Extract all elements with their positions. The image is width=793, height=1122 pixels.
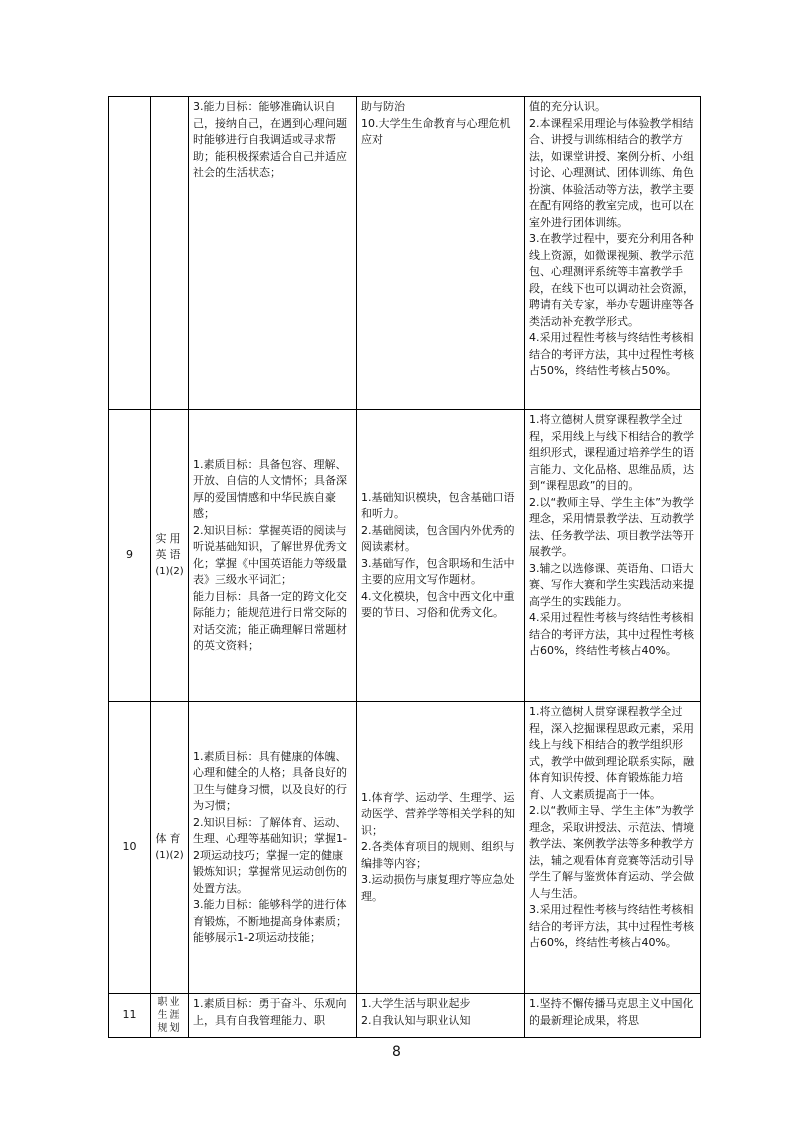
content-paragraph: 4.文化模块，包含中西文化中重要的节日、习俗和优秀文化。 xyxy=(361,589,515,619)
course-name-cell xyxy=(151,994,189,1038)
goals-paragraph: 1.素质目标：勇于奋斗、乐观向上，具有自我管理能力、职 xyxy=(193,997,347,1027)
content-paragraph: 1.基础知识模块，包含基础口语和听力。 xyxy=(361,490,515,520)
requirements-paragraph: 2.以“教师主导、学生主体”为教学理念，采用情景教学法、互动教学法、任务教学法、项目教学法等开展教学。 xyxy=(529,495,694,558)
goals-cell xyxy=(189,702,357,994)
course-name: 实用英语 xyxy=(155,531,184,562)
goals-cell xyxy=(189,410,357,702)
table-row xyxy=(109,410,701,702)
requirements-paragraph: 2.以“教师主导、学生主体”为教学理念，采取讲授法、示范法、情境教学法、案例教学法等多种教学方法，辅之观看体育竞赛等活动引导学生了解与鉴赏体育运动、学会做人与生活。 xyxy=(529,804,694,900)
content-paragraph: 1.大学生活与职业起步 xyxy=(361,997,471,1010)
content-paragraph: 1.体育学、运动学、生理学、运动医学、营养学等相关学科的知识； xyxy=(361,790,515,837)
table-row xyxy=(109,994,701,1038)
goals-paragraph: 能力目标：具备一定的跨文化交际能力；能规范进行日常交际的对话交流；能正确理解日常题材的英文资料； xyxy=(193,589,347,652)
content-cell xyxy=(357,994,525,1038)
table-row xyxy=(109,97,701,410)
row-number-cell xyxy=(109,97,151,410)
requirements-paragraph: 3.在教学过程中，要充分利用各种线上资源，如微课视频、教学示范包、心理测评系统等丰富教学手段，在线下也可以调动社会资源，聘请有关专家，举办专题讲座等各类活动补充教学形式。 xyxy=(529,232,694,328)
content-paragraph: 3.基础写作，包含职场和生活中主要的应用文写作题材。 xyxy=(361,556,515,586)
requirements-paragraph: 1.将立德树人贯穿课程教学全过程，深入挖掘课程思政元素，采用线上与线下相结合的教学组织形式，教学中做到理论联系实际，融体育知识传授、体育锻炼能力培育、人文素质提高于一体。 xyxy=(529,705,694,801)
requirements-paragraph: 2.本课程采用理论与体验教学相结合、讲授与训练相结合的教学方法，如课堂讲授、案例分析、小组讨论、心理测试、团体训练、角色扮演、体验活动等方法，教学主要在配有网络的教室完成，也可以在室外进行团体训练。 xyxy=(529,116,694,229)
content-paragraph: 2.各类体育项目的规则、组织与编排等内容； xyxy=(361,840,515,870)
course-code: (1)(2) xyxy=(155,565,184,577)
requirements-paragraph: 1.坚持不懈传播马克思主义中国化的最新理论成果，将思 xyxy=(529,997,694,1027)
content-paragraph: 10.大学生生命教育与心理危机应对 xyxy=(361,116,511,146)
content-paragraph: 2.基础阅读，包含国内外优秀的阅读素材。 xyxy=(361,523,515,553)
requirements-paragraph: 3.辅之以选修课、英语角、口语大赛、写作大赛和学生实践活动来提高学生的实践能力。 xyxy=(529,561,694,608)
requirements-paragraph: 值的充分认识。 xyxy=(529,100,606,113)
goals-paragraph: 1.素质目标：具有健康的体魄、心理和健全的人格；具备良好的卫生与健身习惯，以及良好的行为习惯； xyxy=(193,749,347,812)
goals-paragraph: 3.能力目标：能够准确认识自己，接纳自己，在遇到心理问题时能够进行自我调适或寻求帮助；能积极探索适合自己并适应社会的生活状态； xyxy=(193,100,347,179)
row-number-cell: 9 xyxy=(109,410,151,702)
course-name: 体育 xyxy=(155,832,184,845)
course-name-cell xyxy=(151,410,189,702)
course-name: 职业生涯规划 xyxy=(157,997,182,1034)
course-code: (1)(2) xyxy=(155,849,184,861)
requirements-cell xyxy=(525,97,701,410)
goals-paragraph: 2.知识目标：了解体育、运动、生理、心理等基础知识；掌握1-2项运动技巧；掌握一定的健康锻炼知识；掌握常见运动创伤的处置方法。 xyxy=(193,815,347,895)
requirements-cell xyxy=(525,702,701,994)
goals-cell xyxy=(189,994,357,1038)
requirements-paragraph: 3.采用过程性考核与终结性考核相结合的考评方法，其中过程性考核占60%，终结性考核占40%。 xyxy=(529,903,694,949)
requirements-paragraph: 1.将立德树人贯穿课程教学全过程，采用线上与线下相结合的教学组织形式，课程通过培养学生的语言能力、文化品格、思维品质，达到“课程思政”的目的。 xyxy=(529,413,694,492)
content-cell xyxy=(357,702,525,994)
content-paragraph: 3.运动损伤与康复理疗等应急处理。 xyxy=(361,873,515,903)
row-number-cell: 11 xyxy=(109,994,151,1038)
requirements-cell xyxy=(525,994,701,1038)
curriculum-table xyxy=(108,96,701,1038)
content-cell xyxy=(357,97,525,410)
course-name-cell xyxy=(151,702,189,994)
table-row xyxy=(109,702,701,994)
content-cell xyxy=(357,410,525,702)
course-name-cell xyxy=(151,97,189,410)
goals-paragraph: 1.素质目标：具备包容、理解、开放、自信的人文情怀；具备深厚的爱国情感和中华民族自豪感； xyxy=(193,457,347,520)
row-number-cell: 10 xyxy=(109,702,151,994)
requirements-cell xyxy=(525,410,701,702)
requirements-paragraph: 4.采用过程性考核与终结性考核相结合的考评方法，其中过程性考核占60%，终结性考核占40%。 xyxy=(529,611,694,657)
content-paragraph: 助与防治 xyxy=(361,100,405,113)
requirements-paragraph: 4.采用过程性考核与终结性考核相结合的考评方法，其中过程性考核占50%，终结性考核占50%。 xyxy=(529,331,694,377)
goals-paragraph: 2.知识目标：掌握英语的阅读与听说基础知识，了解世界优秀文化；掌握《中国英语能力等级量表》三级水平词汇； xyxy=(193,523,347,586)
goals-paragraph: 3.能力目标：能够科学的进行体育锻炼，不断地提高身体素质；能够展示1-2项运动技能； xyxy=(193,898,347,944)
page-number: 8 xyxy=(392,1044,401,1060)
content-paragraph: 2.自我认知与职业认知 xyxy=(361,1013,471,1027)
goals-cell xyxy=(189,97,357,410)
